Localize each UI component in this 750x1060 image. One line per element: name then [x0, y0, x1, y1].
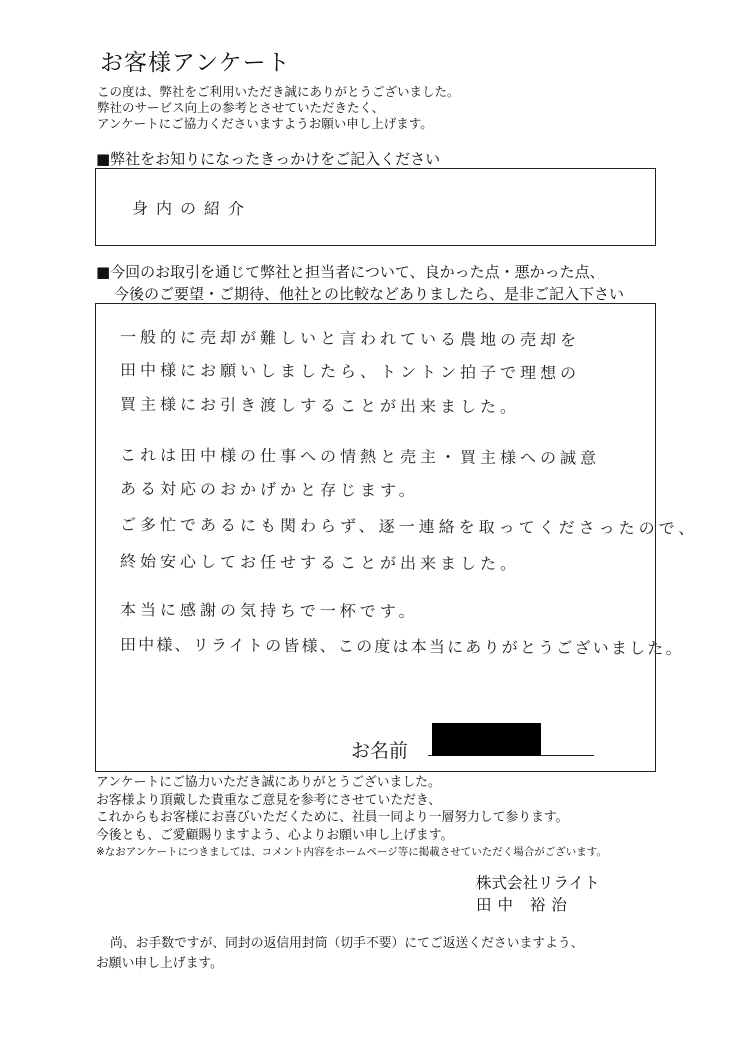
intro-line: 弊社のサービス向上の参考とさせていただきたく、	[97, 100, 385, 115]
closing-line: お願い申し上げます。	[96, 956, 223, 971]
company-block	[476, 872, 600, 916]
comment-line: ある対応のおかげかと存じます。	[119, 478, 419, 501]
comment-line: 買主様にお引き渡しすることが出来ました。	[119, 394, 521, 417]
publication-note: ※なおアンケートにつきましては、コメント内容をホームページ等に掲載させていただく場合がございます。	[96, 846, 607, 858]
comment-line: 終始安心してお任せすることが出来ました。	[119, 551, 521, 574]
intro-line: アンケートにご協力くださいますようお願い申し上げます。	[97, 116, 433, 131]
question-2-heading-line: ■今回のお取引を通じて弊社と担当者について、良かった点・悪かった点、	[96, 263, 605, 281]
intro-line: この度は、弊社をご利用いただき誠にありがとうございました。	[97, 84, 460, 99]
question-1-answer: 身内の紹介	[131, 198, 253, 219]
thanks-line: これからもお客様にお喜びいただくために、社員一同より一層努力して参ります。	[96, 810, 569, 825]
thanks-line: お客様より頂戴した貴重なご意見を参考にさせていただき、	[96, 792, 442, 808]
comment-line: これは田中様の仕事への情熱と売主・買主様への誠意	[119, 445, 601, 468]
redacted-name	[432, 723, 541, 756]
comment-line: ご多忙であるにも関わらず、逐一連絡を取ってくださったので、	[119, 514, 699, 539]
thanks-text	[96, 774, 607, 862]
thanks-line: 今後とも、ご愛顧賜りますよう、心よりお願い申し上げます。	[96, 827, 454, 843]
comment-line: 田中様にお願いしましたら、トントン拍子で理想の	[119, 360, 581, 383]
closing-text	[96, 934, 583, 974]
person-name: 田中 裕治	[476, 896, 573, 914]
closing-line: 尚、お手数ですが、同封の返信用封筒（切手不要）にてご返送くださいますよう、	[110, 936, 584, 951]
intro-text	[97, 84, 460, 132]
comment-line: 本当に感謝の気持ちで一杯です。	[119, 599, 419, 622]
comment-line: 田中様、リライトの皆様、この度は本当にありがとうございました。	[119, 635, 684, 658]
question-2-heading-line: 今後のご要望・ご期待、他社との比較などありましたら、是非ご記入下さい	[114, 285, 625, 303]
survey-title: お客様アンケート	[100, 50, 291, 76]
thanks-line: アンケートにご協力いただき誠にありがとうございました。	[96, 775, 441, 790]
company-name: 株式会社リライト	[476, 874, 600, 892]
question-1-heading: ■弊社をお知りになったきっかけをご記入ください	[96, 150, 441, 168]
comment-line: 一般的に売却が難しいと言われている農地の売却を	[119, 327, 581, 350]
question-2-heading	[96, 261, 624, 305]
name-label: お名前	[351, 740, 409, 762]
